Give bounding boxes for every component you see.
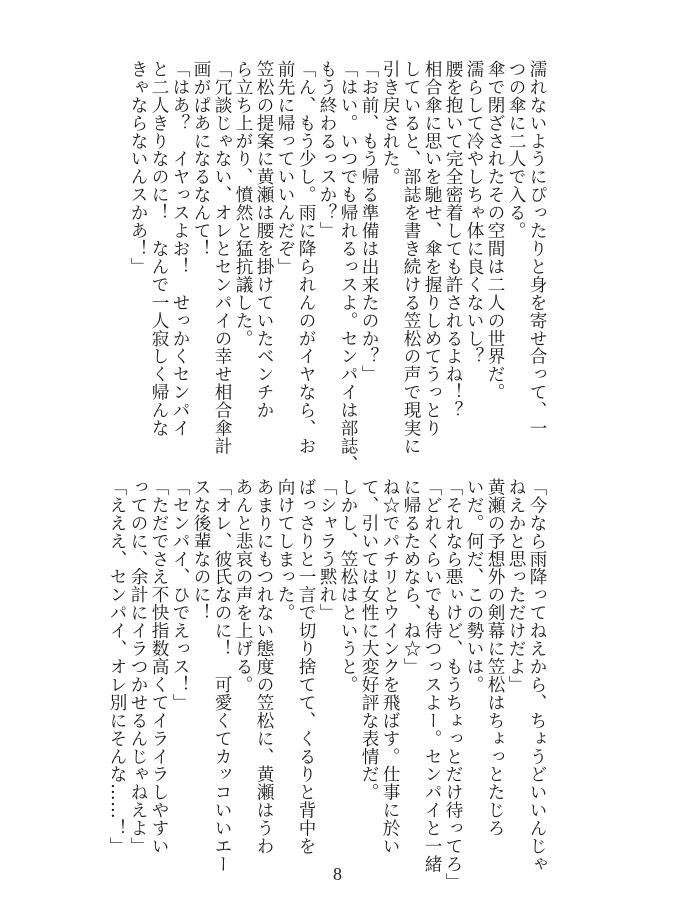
text-column: つの傘に二人で入る。 — [506, 60, 526, 240]
text-column: ら立ち上がり、憤然と猛抗議した。 — [233, 60, 253, 348]
text-column: と二人きりなのに！ なんで一人寂しく帰んな — [149, 60, 169, 437]
text-column: きゃならないんスかあ！」 — [128, 60, 148, 276]
text-column: 「冗談じゃない、オレとセンパイの幸せ相合傘計 — [212, 60, 232, 455]
text-column: ってのに、余計にイラつかせるんじゃねえよ」 — [128, 478, 148, 855]
text-column: 傘で閉ざされたその空間は二人の世界だ。 — [485, 60, 505, 402]
text-column: スな後輩なのに！ — [191, 478, 211, 622]
text-column: 前先に帰っていいんだぞ」 — [275, 60, 295, 276]
text-column: しかし、笠松はというと。 — [338, 478, 358, 694]
text-column: 黄瀬の予想外の剣幕に笠松はちょっとたじろ — [485, 478, 505, 838]
text-column: 笠松の提案に黄瀬は腰を掛けていたベンチか — [254, 60, 274, 420]
page-number: 8 — [333, 864, 342, 884]
text-column: 「オレ、彼氏なのに！ 可愛くてカッコいいエー — [212, 478, 232, 873]
text-column: 「センパイ、ひでえっス！」 — [170, 478, 190, 712]
lower-text-block — [107, 478, 547, 891]
text-column: 腰を抱いて完全密着しても許されるよね！？ — [443, 60, 463, 420]
text-column: 「ただでさえ不快指数高くてイライラしやすい — [149, 478, 169, 855]
text-column: 濡れないようにぴったりと身を寄せ合って、一 — [527, 60, 547, 437]
text-column: ねえかと思っただけだよ」 — [506, 478, 526, 694]
text-column: 相合傘に思いを馳せ、傘を握りしめてうっとり — [422, 60, 442, 437]
text-column: 「お前、もう帰る準備は出来たのか？」 — [359, 60, 379, 384]
text-column: いだ。何だ、この勢いは。 — [464, 478, 484, 694]
text-column: していると、部誌を書き続ける笠松の声で現実に — [401, 60, 421, 455]
text-column: 濡らして冷やしちゃ体に良くないし？ — [464, 60, 484, 366]
text-column: 「どれくらいでも待つっスよー。センパイと一緒 — [422, 478, 442, 873]
text-column: 向けてしまった。 — [275, 478, 295, 622]
text-column: 「今なら雨降ってねえから、ちょうどいいんじゃ — [527, 478, 547, 873]
text-column: 「ん、もう少し。雨に降られんのがイヤなら、お — [296, 60, 316, 455]
text-column: 「それなら悪ぃけど、もうちょっとだけ待ってろ」 — [443, 478, 463, 891]
text-column: ばっさりと一言で切り捨てて、くるりと背中を — [296, 478, 316, 855]
text-column: あんと悲哀の声を上げる。 — [233, 478, 253, 694]
text-column: 「はあ？ イヤっスよお！ せっかくセンパイ — [170, 60, 190, 437]
text-column: 引き戻された。 — [380, 60, 400, 186]
text-column: 「えええ、センパイ、オレ別にそんな……！」 — [107, 478, 127, 855]
upper-text-block — [127, 60, 547, 473]
text-column: ね☆でパチリとウインクを飛ばす。仕事に於い — [380, 478, 400, 855]
text-column: 「シャラう黙れ」 — [317, 478, 337, 622]
text-column: て、引いては女性に大変好評な表情だ。 — [359, 478, 379, 802]
text-column: 「はい。いつでも帰れるっスよ。センパイは部誌、 — [338, 60, 358, 473]
text-column: 画がぱあになるなんて！ — [191, 60, 211, 258]
text-column: もう終わるっスか？」 — [317, 60, 337, 240]
text-column: に帰るためなら、ね☆」 — [401, 478, 421, 676]
text-column: あまりにもつれない態度の笠松に、黄瀬はうわ — [254, 478, 274, 855]
